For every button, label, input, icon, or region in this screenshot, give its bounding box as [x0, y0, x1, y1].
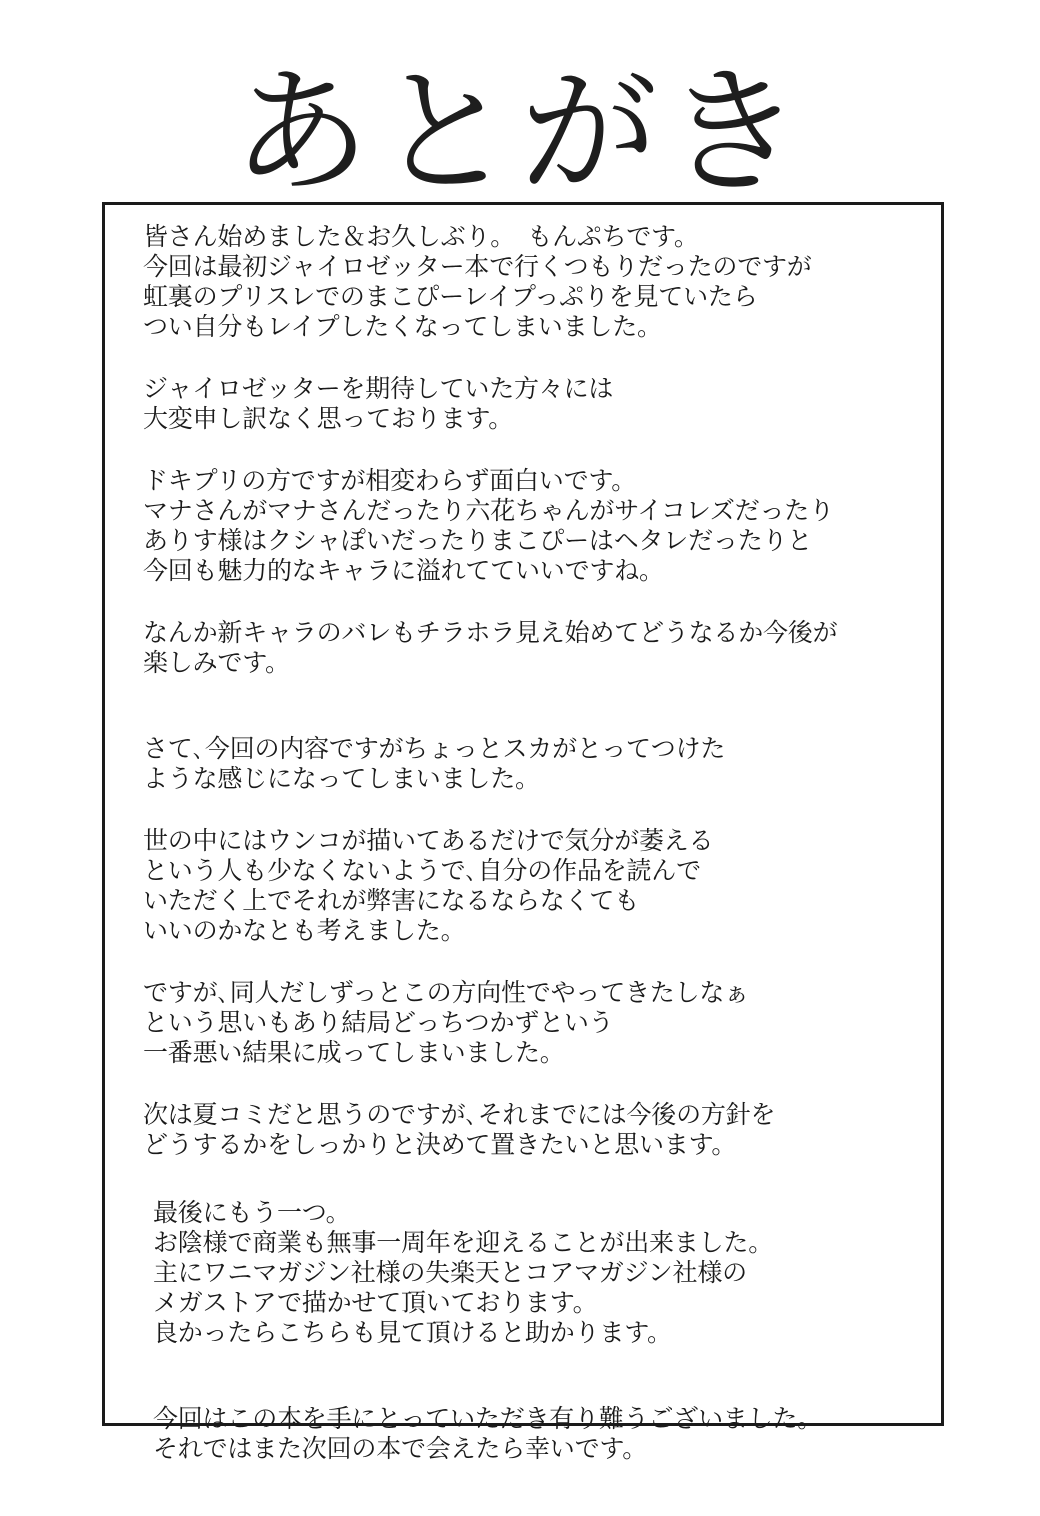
text-line: メガストアで描かせて頂いております。 [153, 1288, 598, 1317]
text-line: 主にワニマガジン社様の失楽天とコアマガジン社様の [153, 1258, 747, 1287]
text-line: マナさんがマナさんだったり六花ちゃんがサイコレズだったり [143, 496, 834, 525]
text-line: 次は夏コミだと思うのですが､それまでには今後の方針を [143, 1100, 776, 1129]
paragraph-apology [143, 374, 918, 434]
text-line: ような感じになってしまいました。 [143, 764, 540, 793]
text-line: 最後にもう一つ。 [153, 1198, 351, 1227]
paragraph-greeting [143, 222, 918, 342]
text-line: ジャイロゼッターを期待していた方々には [143, 374, 614, 403]
text-line: それではまた次回の本で会えたら幸いです。 [153, 1434, 648, 1463]
paragraph-content [143, 734, 918, 794]
text-line: お陰様で商業も無事一周年を迎えることが出来ました。 [153, 1228, 774, 1257]
text-line: なんか新キャラのバレもチラホラ見え始めてどうなるか今後が [143, 618, 838, 647]
paragraph-new-character [143, 618, 918, 678]
text-line: 今回も魅力的なキャラに溢れてていいですね。 [143, 556, 664, 585]
text-line: 世の中にはウンコが描いてあるだけで気分が萎える [143, 826, 714, 855]
paragraph-summer-comiket [143, 1100, 918, 1160]
text-line: 良かったらこちらも見て頂けると助かります。 [153, 1318, 672, 1347]
text-line: という思いもあり結局どっちつかずという [143, 1008, 614, 1037]
text-line: ですが､同人だしずっとこの方向性でやってきたしなぁ [143, 978, 750, 1007]
text-line: 一番悪い結果に成ってしまいました。 [143, 1038, 565, 1067]
paragraph-dokipuri [143, 466, 918, 586]
text-line: という人も少なくないようで､自分の作品を読んで [143, 856, 701, 885]
text-line: さて､今回の内容ですがちょっとスカがとってつけた [143, 734, 726, 763]
text-line: つい自分もレイプしたくなってしまいました。 [143, 312, 662, 341]
text-line: ドキプリの方ですが相変わらず面白いです。 [143, 466, 637, 495]
text-line: どうするかをしっかりと決めて置きたいと思います。 [143, 1130, 737, 1159]
text-line: いただく上でそれが弊害になるならなくても [143, 886, 640, 915]
paragraph-commercial [143, 1198, 918, 1348]
text-line: 今回はこの本を手にとっていただき有り難うございました。 [153, 1404, 823, 1433]
text-line: 楽しみです。 [143, 648, 290, 677]
text-line: いいのかなとも考えました。 [143, 916, 466, 945]
paragraph-doujin [143, 978, 918, 1068]
text-line: 大変申し訳なく思っております。 [143, 404, 514, 433]
page-title: あとがき [231, 52, 808, 213]
text-line: 皆さん始めました＆お久しぶり。 もんぷちです。 [143, 222, 699, 251]
paragraph-readers [143, 826, 918, 946]
text-line: ありす様はクシャぽいだったりまこぴーはヘタレだったりと [143, 526, 813, 555]
paragraph-thanks [143, 1404, 918, 1464]
text-line: 今回は最初ジャイロゼッター本で行くつもりだったのですが [143, 252, 812, 281]
afterword-body [143, 222, 918, 1496]
text-line: 虹裏のプリスレでのまこぴーレイプっぷりを見ていたら [143, 282, 758, 311]
